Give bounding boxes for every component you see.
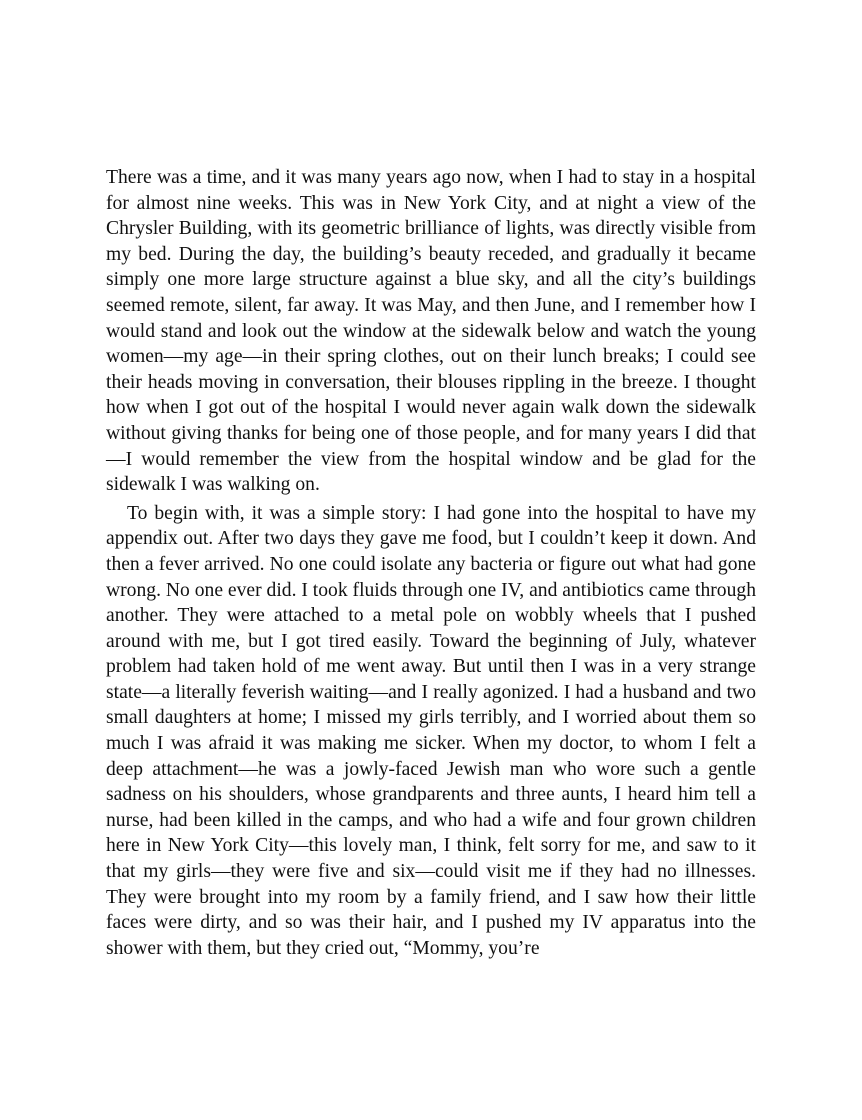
- paragraph-hospital-window: There was a time, and it was many years ago now, when I had to stay in a hospital for almost nine weeks. This was in New York City, and at night a view of the Chrysler Building, with its geometric brilliance of lights, was directly visible from my bed. During the day, the building’s beauty receded, and gradually it became simply one more large structure against a blue sky, and all the city’s buildings seemed remote, silent, far away. It was May, and then June, and I remember how I would stand and look out the window at the sidewalk below and watch the young women—my age—in their spring clothes, out on their lunch breaks; I could see their heads moving in conversation, their blouses rippling in the breeze. I thought how when I got out of the hospital I would never again walk down the sidewalk without giving thanks for being one of those people, and for many years I did that—I would remember the view from the hospital window and be glad for the sidewalk I was walking on.: [106, 167, 756, 496]
- document-page: [106, 165, 756, 961]
- paragraph-appendix-story: To begin with, it was a simple story: I had gone into the hospital to have my appendix out. After two days they gave me food, but I couldn’t keep it down. And then a fever arrived. No one could isolate any bacteria or figure out what had gone wrong. No one ever did. I took fluids through one IV, and antibiotics came through another. They were attached to a metal pole on wobbly wheels that I pushed around with me, but I got tired easily. Toward the beginning of July, whatever problem had taken hold of me went away. But until then I was in a very strange state—a literally feverish waiting—and I really agonized. I had a husband and two small daughters at home; I missed my girls terribly, and I worried about them so much I was afraid it was making me sicker. When my doctor, to whom I felt a deep attachment—he was a jowly-faced Jewish man who wore such a gentle sadness on his shoulders, whose grandparents and three aunts, I heard him tell a nurse, had been killed in the camps, and who had a wife and four grown children here in New York City—this lovely man, I think, felt sorry for me, and saw to it that my girls—they were five and six—could visit me if they had no illnesses. They were brought into my room by a family friend, and I saw how their little faces were dirty, and so was their hair, and I pushed my IV apparatus into the shower with them, but they cried out, “Mommy, you’re: [106, 502, 756, 959]
